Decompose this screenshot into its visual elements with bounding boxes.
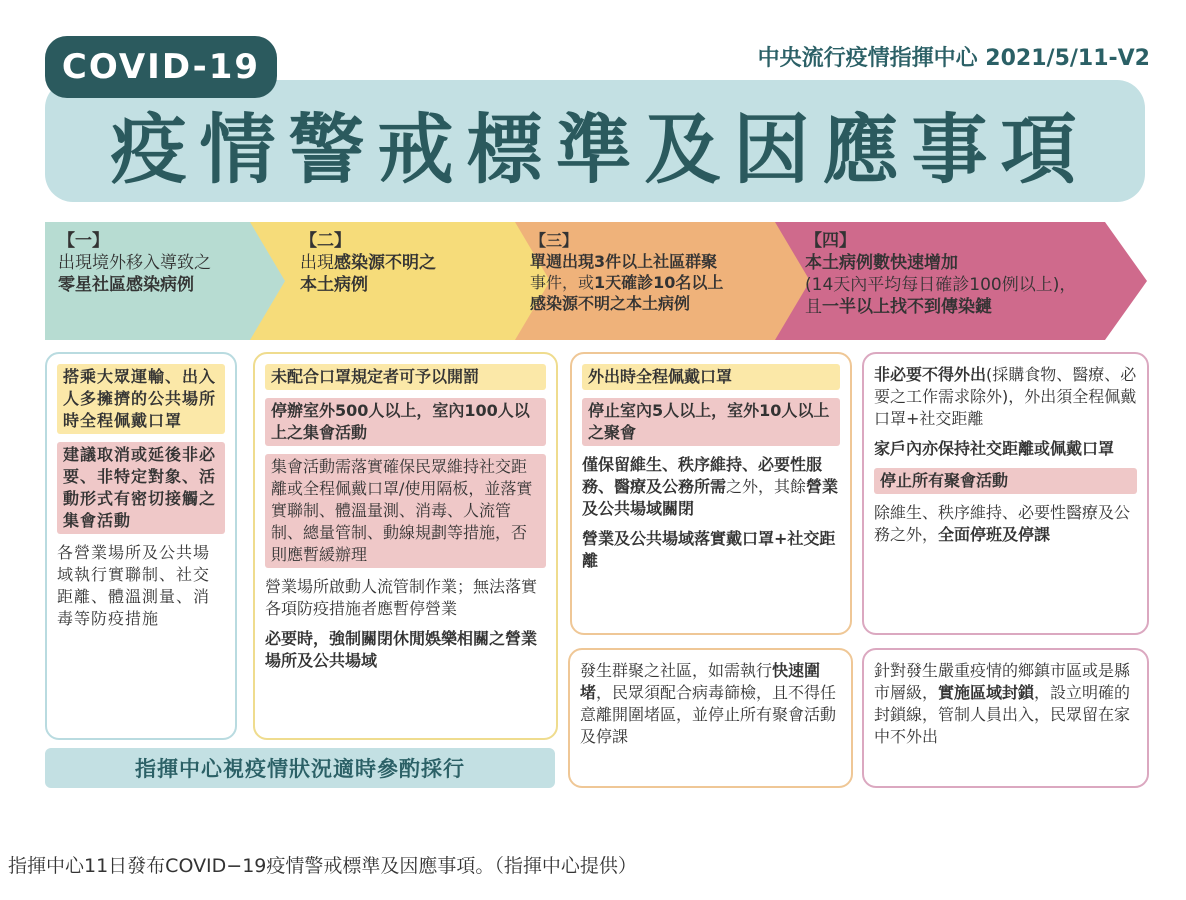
level-2-line1a: 出現: [300, 253, 334, 273]
lockdown-a: 針對發生嚴重疫情的鄉鎮市區或是縣市層級，: [874, 661, 1131, 702]
level-3-measure-essential-only: [582, 454, 840, 520]
level-3-tag: 【三】: [530, 231, 579, 250]
level-2-measure-fines: 未配合口罩規定者可予以開罰: [265, 364, 546, 390]
containment-a: 發生群聚之社區，如需執行: [580, 661, 773, 680]
level-3-essential-bold: 僅保留維生、秩序維持、必要性服務、醫療及公務所需: [582, 455, 823, 496]
covid-badge: COVID-19: [45, 36, 277, 98]
level-2-measure-event-rules: 集會活動需落實確保民眾維持社交距離或全程佩戴口罩/使用隔板，並落實實聯制、體溫量測、消毒、人流管制、總量管制、動線規劃等措施，否則應暫緩辦理: [265, 454, 546, 568]
level-1-text: [58, 230, 268, 335]
level-1-measures-card: [45, 352, 237, 740]
level-2-text: [300, 230, 500, 335]
level-4-measure-stay-home: [874, 364, 1137, 430]
level-2-line1b: 感染源不明之: [334, 253, 436, 273]
level-3-text: [530, 230, 780, 335]
level-3-containment-card: [568, 648, 853, 788]
level-4-line3b: 一半以上找不到傳染鏈: [822, 297, 992, 317]
level-3-line1: 單週出現3件以上社區群聚: [530, 252, 718, 271]
shutdown-rest: 除維生、秩序維持、必要性醫療及公務之外，: [874, 503, 1131, 544]
stay-home-bold: 非必要不得外出: [874, 365, 987, 384]
level-2-measure-closures: 必要時，強制關閉休閒娛樂相關之營業場所及公共場域: [265, 629, 538, 670]
level-3-line3: 感染源不明之本土病例: [530, 294, 691, 313]
level-4-measure-shutdown: [874, 502, 1137, 546]
level-1-measure-mask: 搭乘大眾運輸、出入人多擁擠的公共場所時全程佩戴口罩: [57, 364, 225, 434]
containment-c: ，民眾須配合病毒篩檢，且不得任意離開圍堵區，並停止所有聚會活動及停課: [580, 683, 837, 746]
level-4-lockdown-text: [874, 660, 1137, 748]
image-caption: 指揮中心11日發布COVID−19疫情警戒標準及因應事項。（指揮中心提供）: [8, 854, 637, 877]
shutdown-bold: 全面停班及停課: [938, 525, 1051, 544]
level-4-line1: 本土病例數快速增加: [805, 253, 958, 273]
level-3-containment-text: [580, 660, 841, 748]
level-2-measure-flow-control: 營業場所啟動人流管制作業；無法落實各項防疫措施者應暫停營業: [265, 577, 538, 618]
level-2-tag: 【二】: [300, 231, 351, 251]
level-1-line2: 零星社區感染病例: [58, 275, 194, 295]
footer-note: 指揮中心視疫情狀況適時參酌採行: [45, 748, 555, 788]
level-3-measure-venue-masks: 營業及公共場域落實戴口罩+社交距離: [582, 529, 836, 570]
level-4-lockdown-card: [862, 648, 1149, 788]
level-4-line3a: 且: [805, 297, 822, 317]
level-3-measure-mask: 外出時全程佩戴口罩: [582, 364, 840, 390]
level-3-line2a: 事件，或: [530, 273, 595, 292]
stay-home-rest: (採購食物、醫療、必要之工作需求除外)，外出須全程佩戴口罩+社交距離: [874, 365, 1137, 428]
level-3-measure-gathering-limit: 停止室內5人以上，室外10人以上之聚會: [582, 398, 840, 446]
level-4-line2: (14天內平均每日確診100例以上)，: [805, 275, 1077, 295]
source-date-label: 中央流行疫情指揮中心 2021/5/11-V2: [757, 45, 1150, 71]
level-2-measures-card: [253, 352, 558, 740]
level-4-measure-no-gatherings: 停止所有聚會活動: [874, 468, 1137, 494]
level-3-venues-bold: 營業及公共場域: [582, 477, 839, 518]
level-4-measures-card: [862, 352, 1149, 635]
level-4-measure-household: 家戶內亦保持社交距離或佩戴口罩: [874, 439, 1115, 458]
level-2-measure-gathering-limit: 停辦室外500人以上，室內100人以上之集會活動: [265, 398, 546, 446]
level-1-line1: 出現境外移入導致之: [58, 253, 211, 273]
lockdown-b: 實施區域封鎖: [938, 683, 1035, 702]
lockdown-c: ，設立明確的封鎖線，管制人員出入，民眾留在家中不外出: [874, 683, 1131, 746]
level-4-text: [805, 230, 1145, 335]
level-4-tag: 【四】: [805, 231, 856, 251]
level-3-closed-bold: 關閉: [662, 499, 695, 518]
level-3-line2b: 1天確診10名以上: [594, 273, 724, 292]
page-title: 疫情警戒標準及因應事項: [110, 104, 1090, 194]
level-2-line2: 本土病例: [300, 275, 368, 295]
containment-b: 快速圍堵: [580, 661, 821, 702]
level-3-measures-card: [570, 352, 852, 635]
level-1-tag: 【一】: [58, 231, 109, 251]
level-1-measure-venues: 各營業場所及公共場域執行實聯制、社交距離、體溫測量、消毒等防疫措施: [57, 543, 211, 628]
level-3-essential-mid: 之外，其餘: [726, 477, 807, 496]
level-1-measure-gatherings: 建議取消或延後非必要、非特定對象、活動形式有密切接觸之集會活動: [57, 442, 225, 534]
